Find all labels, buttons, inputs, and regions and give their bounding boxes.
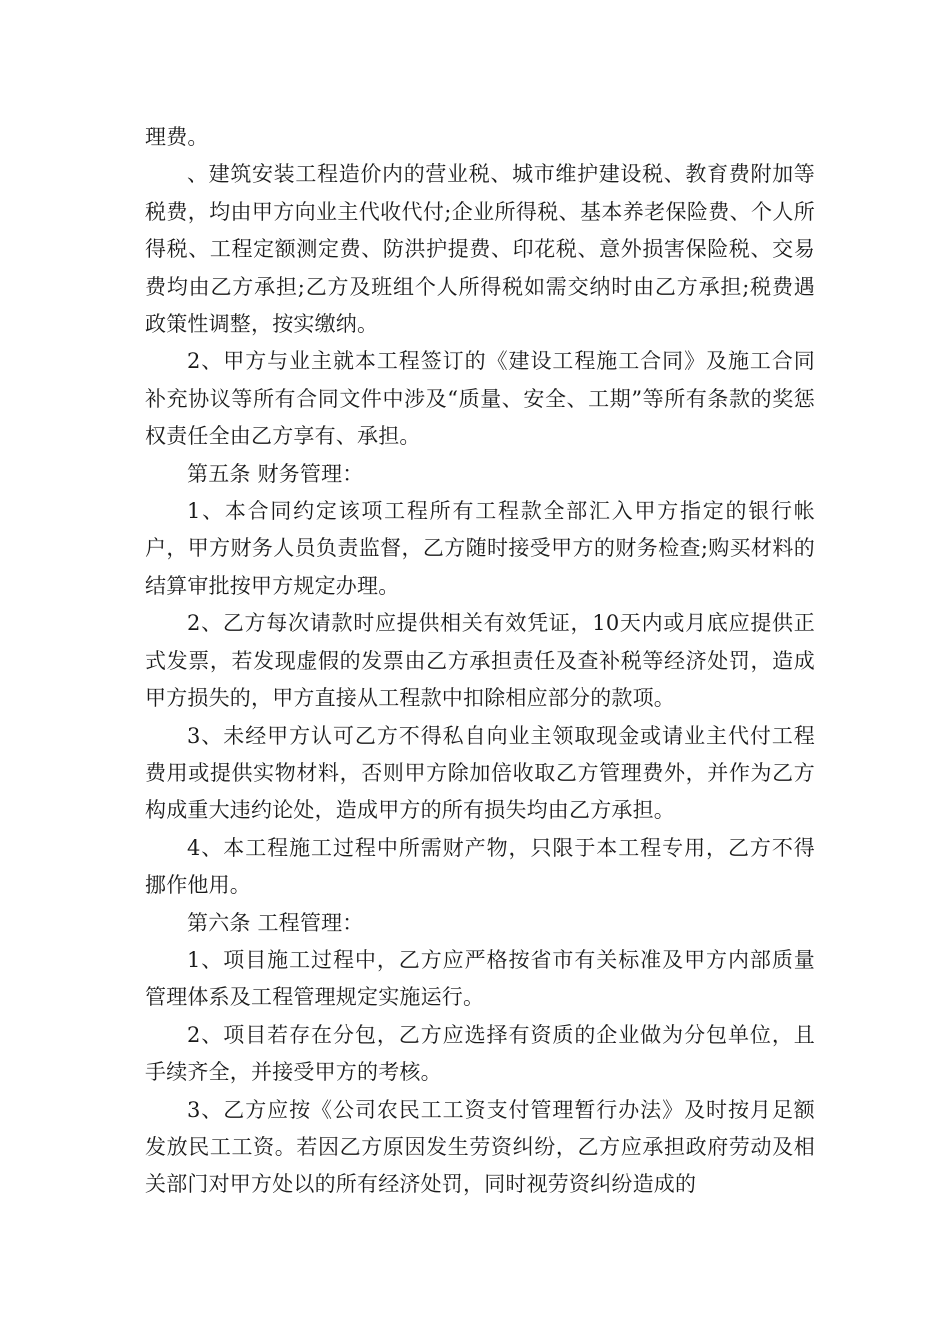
section-heading-article-5: 第五条 财务管理：: [187, 461, 364, 486]
paragraph-engineering-1: 1、项目施工过程中，乙方应严格按省市有关标准及甲方内部质量管理体系及工程管理规定实施运行。: [145, 947, 815, 1010]
paragraph-finance-4: 4、本工程施工过程中所需财产物，只限于本工程专用，乙方不得挪作他用。: [145, 835, 815, 898]
paragraph-contract-clause-2: 2、甲方与业主就本工程签订的《建设工程施工合同》及施工合同补充协议等所有合同文件中涉及“质量、安全、工期”等所有条款的奖惩权责任全由乙方享有、承担。: [145, 349, 815, 449]
paragraph-engineering-3: 3、乙方应按《公司农民工工资支付管理暂行办法》及时按月足额发放民工工资。若因乙方原因发生劳资纠纷，乙方应承担政府劳动及相关部门对甲方处以的所有经济处罚，同时视劳资纠纷造成的: [145, 1097, 815, 1197]
document-body: [145, 119, 815, 1204]
paragraph-continuation: 理费。: [145, 125, 209, 149]
paragraph-finance-1: 1、本合同约定该项工程所有工程款全部汇入甲方指定的银行帐户，甲方财务人员负责监督，乙方随时接受甲方的财务检查;购买材料的结算审批按甲方规定办理。: [145, 499, 815, 598]
section-heading-article-6: 第六条 工程管理：: [187, 910, 364, 935]
paragraph-finance-2: 2、乙方每次请款时应提供相关有效凭证，10天内或月底应提供正式发票，若发现虚假的发票由乙方承担责任及查补税等经济处罚，造成甲方损失的，甲方直接从工程款中扣除相应部分的款项。: [145, 611, 815, 711]
paragraph-engineering-2: 2、项目若存在分包，乙方应选择有资质的企业做为分包单位，且手续齐全，并接受甲方的考核。: [145, 1022, 815, 1085]
paragraph-tax-clause: 、建筑安装工程造价内的营业税、城市维护建设税、教育费附加等税费，均由甲方向业主代收代付;企业所得税、基本养老保险费、个人所得税、工程定额测定费、防洪护提费、印花税、意外损害保险税、交易费均由乙方承担;乙方及班组个人所得税如需交纳时由乙方承担;税费遇政策性调整，按实缴纳。: [145, 162, 815, 337]
paragraph-finance-3: 3、未经甲方认可乙方不得私自向业主领取现金或请业主代付工程费用或提供实物材料，否则甲方除加倍收取乙方管理费外，并作为乙方构成重大违约论处，造成甲方的所有损失均由乙方承担。: [145, 723, 815, 823]
